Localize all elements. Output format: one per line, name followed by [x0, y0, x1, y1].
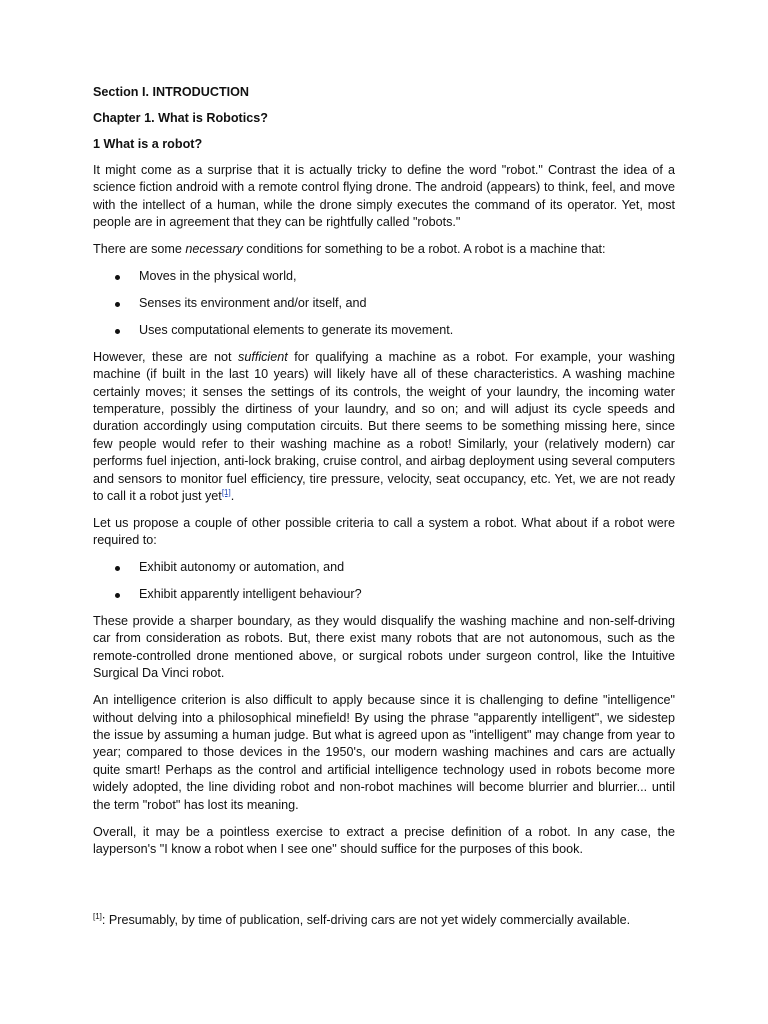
list-item-text: Uses computational elements to generate its movement.: [139, 322, 454, 337]
list-item: [93, 322, 675, 339]
section-title: Section I. INTRODUCTION: [93, 85, 250, 99]
chapter-title: Chapter 1. What is Robotics?: [93, 111, 268, 125]
text-span: for qualifying a machine as a robot. For example, your washing machine (if built in the last 10 years) will likely have all of these characteristics. A washing machine certainly moves; it senses the settings of its controls, the weight of your laundry, the incoming water temperature, possibly the dirtiness of your laundry, and so on; and will adjust its cycle speeds and duration accordingly using computation circuits. But there seems to be something missing here, since few people would refer to their washing machine as a robot! Similarly, your (relatively modern) car performs fuel injection, anti-lock braking, cruise control, and airbag deployment using several computers and sensors to monitor fuel efficiency, tire pressure, velocity, seat occupancy, etc. Yet, we are not ready to call it a robot just yet: [93, 349, 675, 503]
emphasis-necessary: necessary: [185, 242, 243, 257]
bullet-icon: [115, 593, 120, 598]
bullet-icon: [115, 329, 120, 334]
paragraph-necessary-conditions: [93, 241, 675, 258]
bullet-icon: [115, 275, 120, 280]
paragraph-intelligence-criterion: An intelligence criterion is also difficult to apply because since it is challenging to define "intelligence" without delving into a philosophical minefield! By using the phrase "apparently intelligent", we sidestep the issue by assuming a human judge. But what is agreed upon as "intelligent" may change from year to year; compared to those devices in the 1950's, our modern washing machines and cars are actually quite smart! Perhaps as the control and artificial intelligence technology used in robots become more widely adopted, the line dividing robot and non-robot machines will become blurrier and blurrier... until the term "robot" has lost its meaning.: [93, 693, 675, 812]
paragraph-conclusion: Overall, it may be a pointless exercise to extract a precise definition of a robot. In any case, the layperson's "I know a robot when I see one" should suffice for the purposes of this book.: [93, 824, 675, 856]
bullet-icon: [115, 566, 120, 571]
footnote-reference-link[interactable]: [1]: [221, 487, 231, 497]
list-item: [93, 268, 675, 285]
document-body: [93, 84, 675, 858]
subsection-title: 1 What is a robot?: [93, 137, 203, 151]
list-item-text: Senses its environment and/or itself, and: [139, 295, 367, 310]
list-item-text: Exhibit autonomy or automation, and: [139, 560, 345, 575]
list-item: [93, 295, 675, 312]
list-item: [93, 586, 675, 603]
paragraph-robot-definition: It might come as a surprise that it is actually tricky to define the word "robot." Contrast the idea of a science fiction android with a remote control flying drone. The android (appears) to think, feel, and move with the intellect of a human, while the drone simply executes the command of its operator. Yet, most people are in agreement that they can be rightfully called "robots.": [93, 163, 675, 230]
extra-criteria-list: [93, 559, 675, 603]
bullet-icon: [115, 302, 120, 307]
list-item: [93, 559, 675, 576]
emphasis-sufficient: sufficient: [238, 349, 288, 364]
list-item-text: Moves in the physical world,: [139, 269, 297, 284]
text-span: conditions for something to be a robot. A robot is a machine that:: [242, 242, 606, 257]
robot-conditions-list: [93, 268, 675, 339]
list-item-text: Exhibit apparently intelligent behaviour?: [139, 587, 362, 602]
text-span: However, these are not: [93, 349, 239, 364]
paragraph-sharper-boundary: These provide a sharper boundary, as they would disqualify the washing machine and non-self-driving car from consideration as robots. But, there exist many robots that are not autonomous, such as the remote-controlled drone mentioned above, or surgical robots under surgeon control, like the Intuitive Surgical Da Vinci robot.: [93, 614, 675, 681]
paragraph-other-criteria: Let us propose a couple of other possible criteria to call a system a robot. What about if a robot were required to:: [93, 515, 675, 548]
footnote-mark: [1]: [93, 911, 102, 921]
text-span: .: [230, 489, 235, 503]
footnote-text: : Presumably, by time of publication, self-driving cars are not yet widely commercially available.: [101, 913, 631, 927]
text-span: There are some: [93, 242, 186, 257]
paragraph-not-sufficient: [93, 349, 675, 506]
footnote: [93, 912, 693, 929]
